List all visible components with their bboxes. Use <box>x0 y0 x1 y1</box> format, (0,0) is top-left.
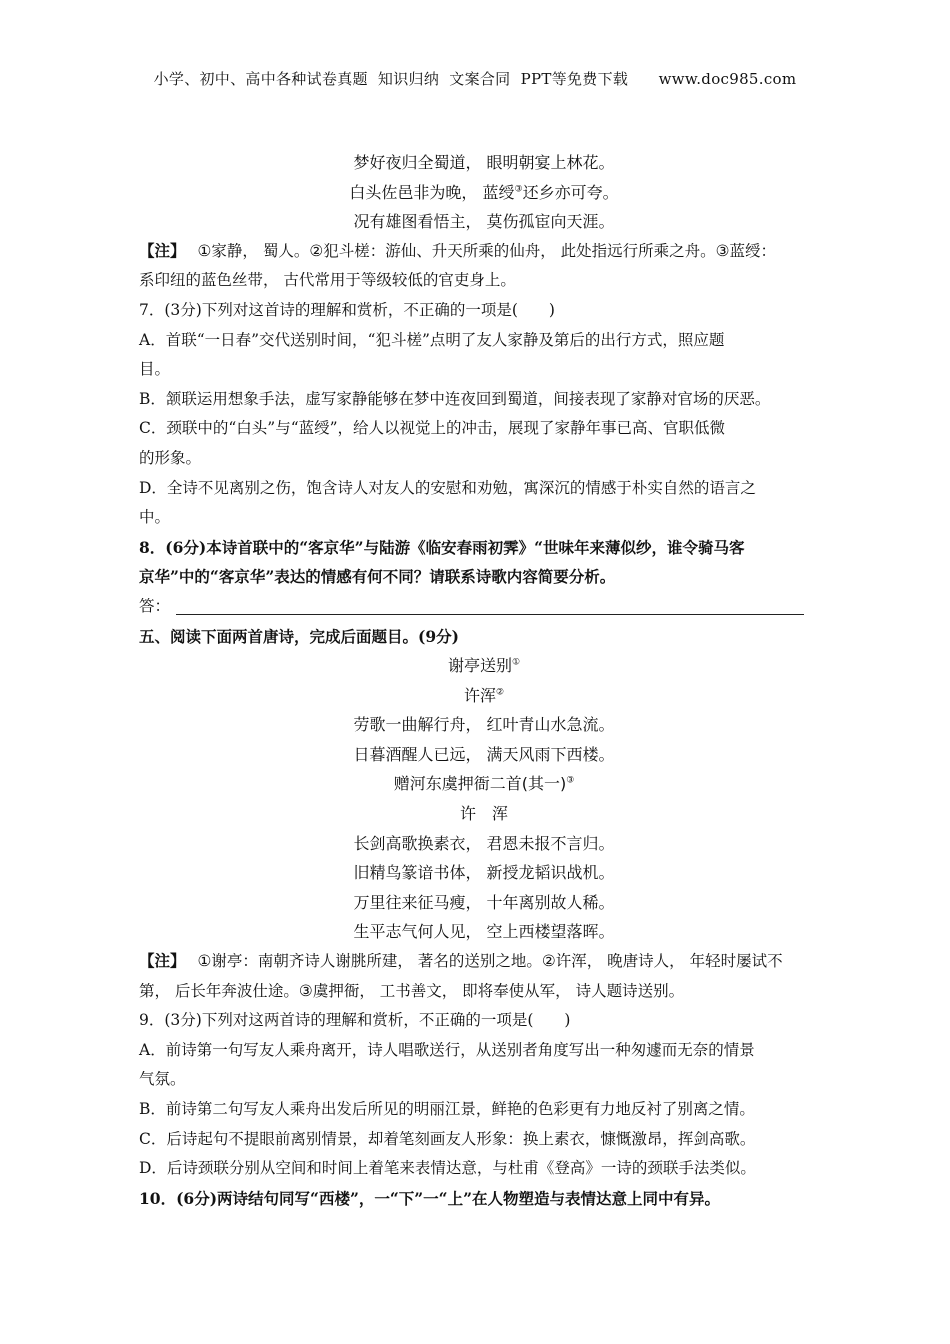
note-tag: 【注】 <box>139 952 186 971</box>
question-7-option-d: D．全诗不见离别之伤，饱含诗人对友人的安慰和劝勉，寓深沉的情感于朴实自然的语言之 <box>139 478 756 497</box>
note-tag: 【注】 <box>139 241 186 260</box>
question-8-line-1: 8．(6分)本诗首联中的“客京华”与陆游《临安春雨初霁》“世味年来薄似纱，谁令骑马客 <box>139 537 745 557</box>
poem3-line-3: 万里往来征马瘦， 十年离别故人稀。 <box>353 892 615 912</box>
question-9-option-b: B．前诗第二句写友人乘舟出发后所见的明丽江景，鲜艳的色彩更有力地反衬了别离之情。 <box>139 1100 755 1118</box>
note2-line-2: 第， 后长年奔波仕途。③虞押衙， 工书善文， 即将奉使从军， 诗人题诗送别。 <box>139 981 685 1000</box>
poem2-line-2: 日暮酒醒人已远， 满天风雨下西楼。 <box>353 744 615 764</box>
question-8-line-2: 京华”中的“客京华”表达的情感有何不同？请联系诗歌内容简要分析。 <box>139 567 616 587</box>
poem1-line-3: 况有雄图看悟主， 莫伤孤宦向天涯。 <box>353 212 615 232</box>
section-5-title: 五、阅读下面两首唐诗，完成后面题目。(9分) <box>139 626 459 646</box>
poem3-title <box>139 769 811 799</box>
question-7-option-c-cont: 的形象。 <box>139 448 202 467</box>
answer-label: 答： <box>139 596 171 615</box>
question-7-option-d-cont: 中。 <box>139 508 171 527</box>
question-7-option-a: A．首联“一日春”交代送别时间，“犯斗槎”点明了友人家静及第后的出行方式，照应题 <box>139 330 725 349</box>
question-7-option-a-cont: 目。 <box>139 360 171 379</box>
poem3-line-1: 长剑高歌换素衣， 君恩未报不言归。 <box>353 833 615 853</box>
note1-line-1 <box>139 237 811 267</box>
poem3-line-2: 旧精鸟篆谙书体， 新授龙韬识战机。 <box>353 863 615 883</box>
note1-text-1: ①家静， 蜀人。②犯斗槎：游仙、升天所乘的仙舟， 此处指远行所乘之舟。③蓝绶： <box>197 241 777 260</box>
poem3-line-4: 生平志气何人见， 空上西楼望落晖。 <box>353 922 615 942</box>
question-7-option-b: B．颔联运用想象手法，虚写家静能够在梦中连夜回到蜀道，间接表现了家静对官场的厌恶。 <box>139 389 771 408</box>
document-body <box>139 148 811 1213</box>
poem1-line-2-head: 白头佐邑非为晚， 蓝绶 <box>349 182 515 202</box>
poem1-line-2 <box>139 178 811 208</box>
question-9-option-c: C．后诗起句不提眼前离别情景，却着笔刻画友人形象：换上素衣，慷慨激昂，挥剑高歌。 <box>139 1129 756 1148</box>
footnote-marker: ③ <box>566 776 575 787</box>
question-9-option-d: D．后诗颈联分别从空间和时间上着笔来表情达意，与杜甫《登高》一诗的颈联手法类似。 <box>139 1159 756 1178</box>
answer-blank-line[interactable] <box>176 596 804 615</box>
note2-line-1 <box>139 947 811 977</box>
footnote-marker: ① <box>511 657 521 668</box>
footnote-marker: ② <box>495 687 505 698</box>
poem2-title-text: 谢亭送别 <box>447 656 512 676</box>
note2-text-1: ①谢亭：南朝齐诗人谢朓所建， 著名的送别之地。②许浑， 晚唐诗人， 年轻时屡试不 <box>197 952 783 971</box>
question-9-option-a: A．前诗第一句写友人乘舟离开，诗人唱歌送行，从送别者角度写出一种匆遽而无奈的情景 <box>139 1040 755 1059</box>
question-9-stem: 9．(3分)下列对这两首诗的理解和赏析，不正确的一项是( ) <box>139 1011 571 1030</box>
question-7-stem: 7．(3分)下列对这首诗的理解和赏析，不正确的一项是( ) <box>139 300 555 319</box>
poem1-line-2-tail: 还乡亦可夸。 <box>522 182 619 202</box>
question-9-option-a-cont: 气氛。 <box>139 1070 186 1089</box>
poem2-author-text: 许浑 <box>463 685 496 705</box>
footnote-marker: ③ <box>514 184 523 195</box>
poem2-line-1: 劳歌一曲解行舟， 红叶青山水急流。 <box>353 715 615 735</box>
question-7-option-c: C．颈联中的“白头”与“蓝绶”，给人以视觉上的冲击，展现了家静年事已高、官职低微 <box>139 419 726 438</box>
question-10-line-1: 10．(6分)两诗结句同写“西楼”，一“下”一“上”在人物塑造与表情达意上同中有异。 <box>139 1188 721 1208</box>
poem2-author <box>139 681 811 711</box>
page-header: 小学、初中、高中各种试卷真题 知识归纳 文案合同 PPT等免费下载 www.doc985.com <box>153 70 797 88</box>
poem2-title <box>139 651 811 681</box>
poem3-title-text: 赠河东虞押衙二首(其一) <box>393 774 567 794</box>
note1-line-2: 系印纽的蓝色丝带， 古代常用于等级较低的官吏身上。 <box>139 271 516 290</box>
poem3-author: 许 浑 <box>459 804 508 824</box>
question-8-answer <box>139 592 811 622</box>
poem1-line-1: 梦好夜归全蜀道， 眼明朝宴上林花。 <box>353 153 615 172</box>
